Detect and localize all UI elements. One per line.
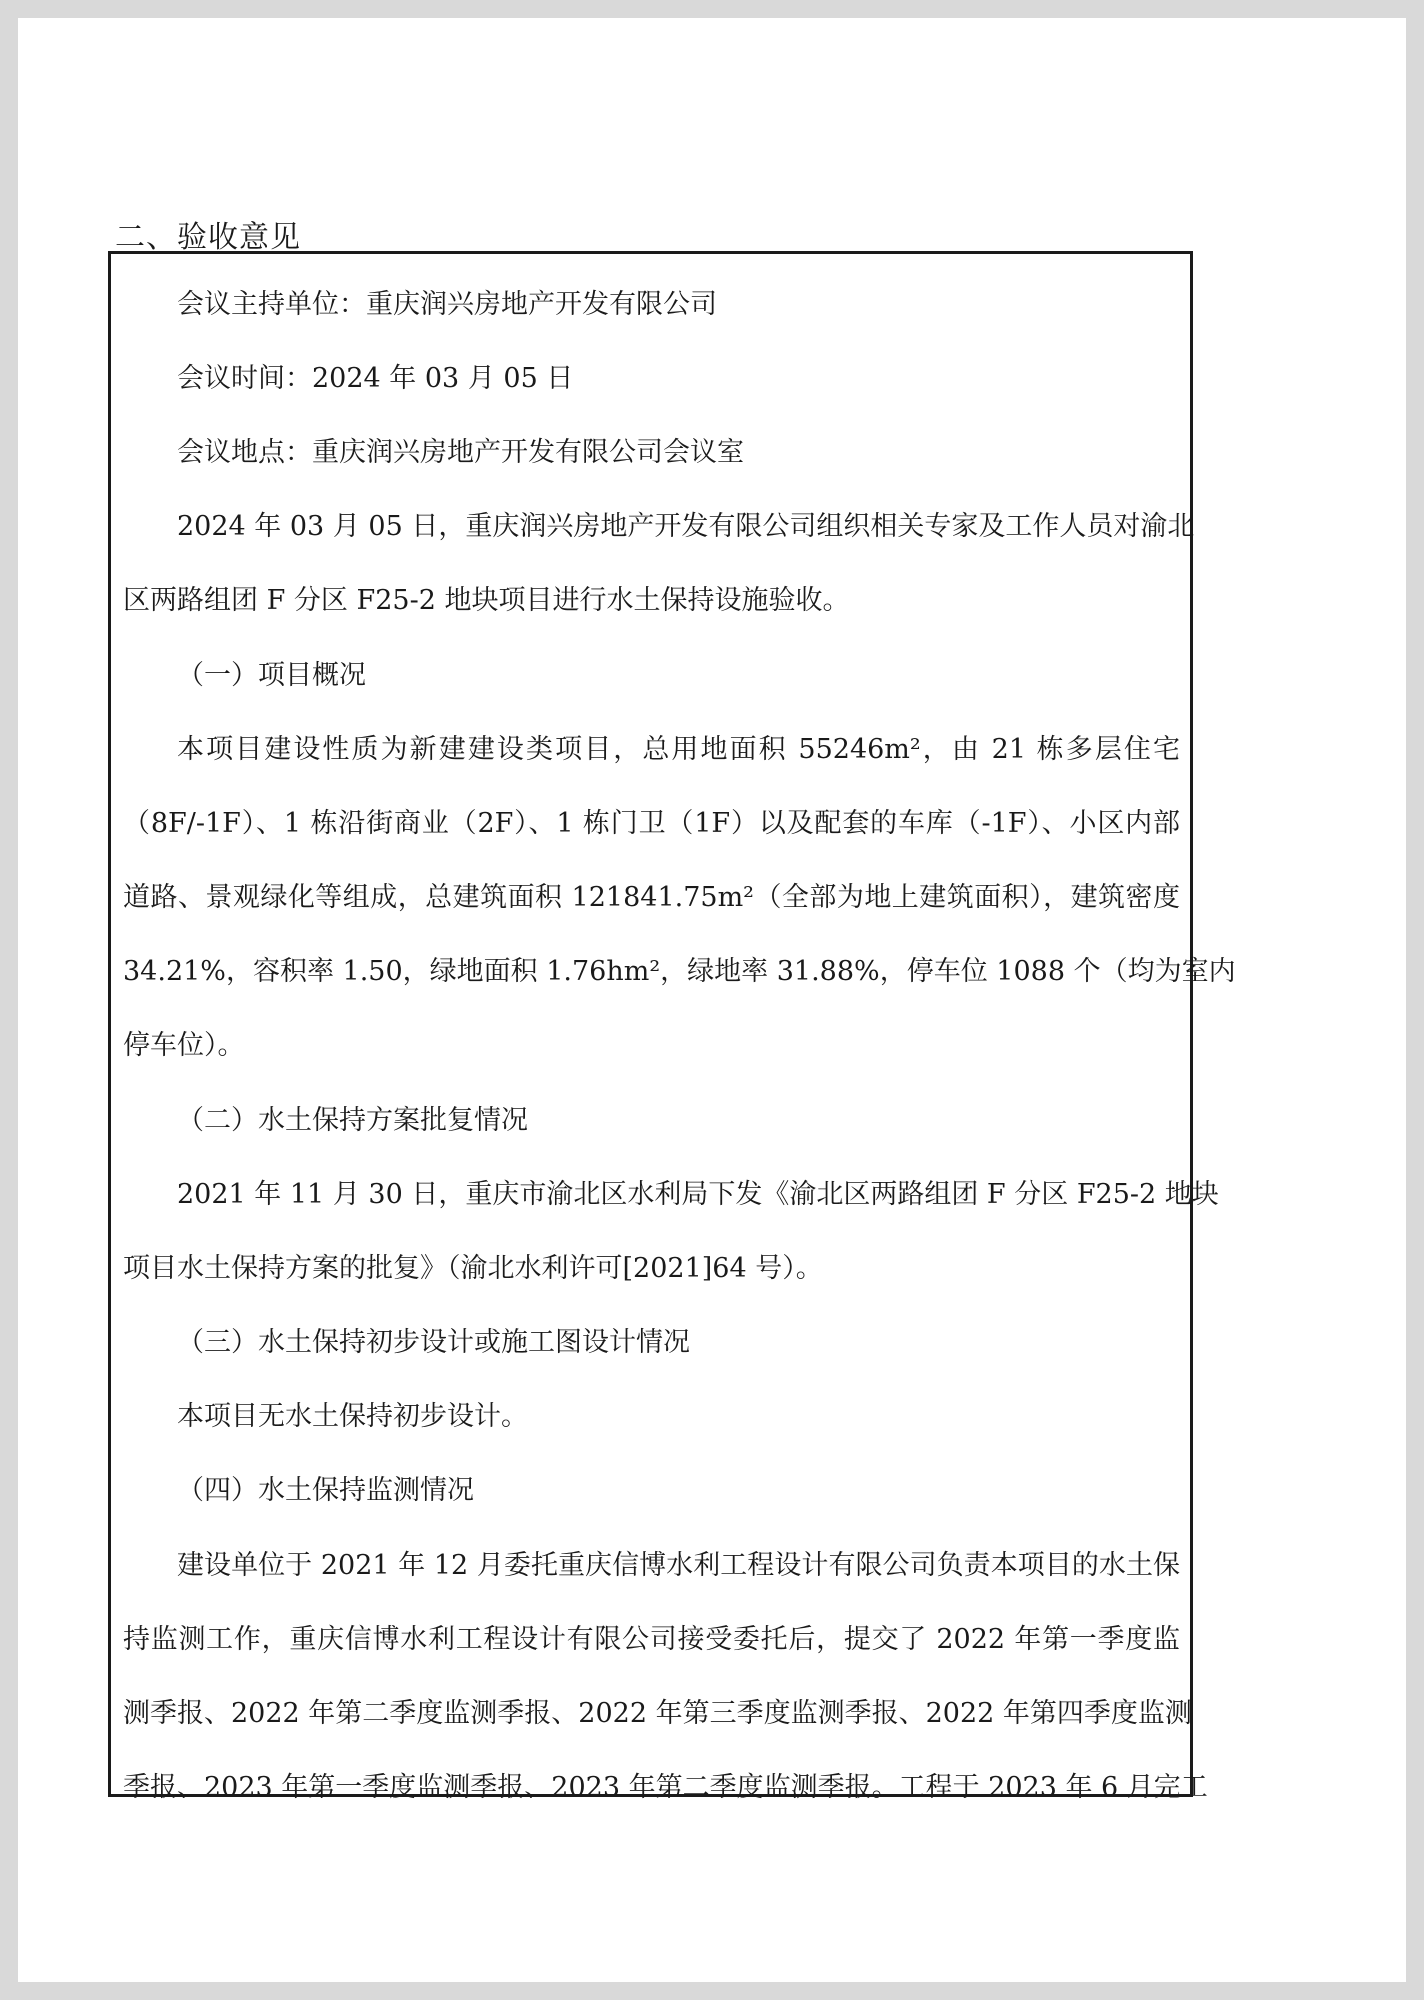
- paragraph-line: 测季报、2022 年第二季度监测季报、2022 年第三季度监测季报、2022 年第四季度监测: [123, 1698, 1192, 1729]
- opinion-box: [108, 251, 1236, 1803]
- paragraph-line: 34.21%，容积率 1.50，绿地面积 1.76hm²，绿地率 31.88%，停车位 1088 个（均为室内: [123, 956, 1236, 987]
- paragraph-line: 建设单位于 2021 年 12 月委托重庆信博水利工程设计有限公司负责本项目的水土保: [177, 1550, 1180, 1581]
- subsection-heading: （四）水土保持监测情况: [177, 1475, 474, 1506]
- meeting-time-line: 会议时间：2024 年 03 月 05 日: [177, 363, 574, 394]
- paragraph-line: 本项目无水土保持初步设计。: [177, 1401, 528, 1432]
- paragraph-line: 本项目建设性质为新建建设类项目，总用地面积 55246m²，由 21 栋多层住宅: [177, 734, 1180, 765]
- paragraph-line: （8F/-1F）、1 栋沿街商业（2F）、1 栋门卫（1F）以及配套的车库（-1F）、小区内部: [123, 808, 1180, 839]
- subsection-heading: （一）项目概况: [177, 660, 366, 691]
- subsection-heading: （二）水土保持方案批复情况: [177, 1105, 528, 1136]
- section-heading: 二、验收意见: [115, 220, 301, 255]
- paragraph-line: 区两路组团 F 分区 F25-2 地块项目进行水土保持设施验收。: [123, 585, 850, 616]
- paragraph-line: 2024 年 03 月 05 日，重庆润兴房地产开发有限公司组织相关专家及工作人员对渝北: [177, 511, 1195, 542]
- paragraph-line: 项目水土保持方案的批复》（渝北水利许可[2021]64 号）。: [123, 1253, 823, 1284]
- paragraph-line: 2021 年 11 月 30 日，重庆市渝北区水利局下发《渝北区两路组团 F 分区 F25-2 地块: [177, 1179, 1219, 1210]
- meeting-place-line: 会议地点：重庆润兴房地产开发有限公司会议室: [177, 437, 744, 468]
- paragraph-line: 道路、景观绿化等组成，总建筑面积 121841.75m²（全部为地上建筑面积），建筑密度: [123, 882, 1180, 913]
- paragraph-line: 持监测工作，重庆信博水利工程设计有限公司接受委托后，提交了 2022 年第一季度监: [123, 1624, 1180, 1655]
- subsection-heading: （三）水土保持初步设计或施工图设计情况: [177, 1327, 690, 1358]
- meeting-host-line: 会议主持单位：重庆润兴房地产开发有限公司: [177, 289, 717, 320]
- paragraph-line: 停车位）。: [123, 1030, 245, 1061]
- paragraph-line: 季报、2023 年第一季度监测季报、2023 年第二季度监测季报。工程于 2023 年 6 月完工: [123, 1772, 1208, 1803]
